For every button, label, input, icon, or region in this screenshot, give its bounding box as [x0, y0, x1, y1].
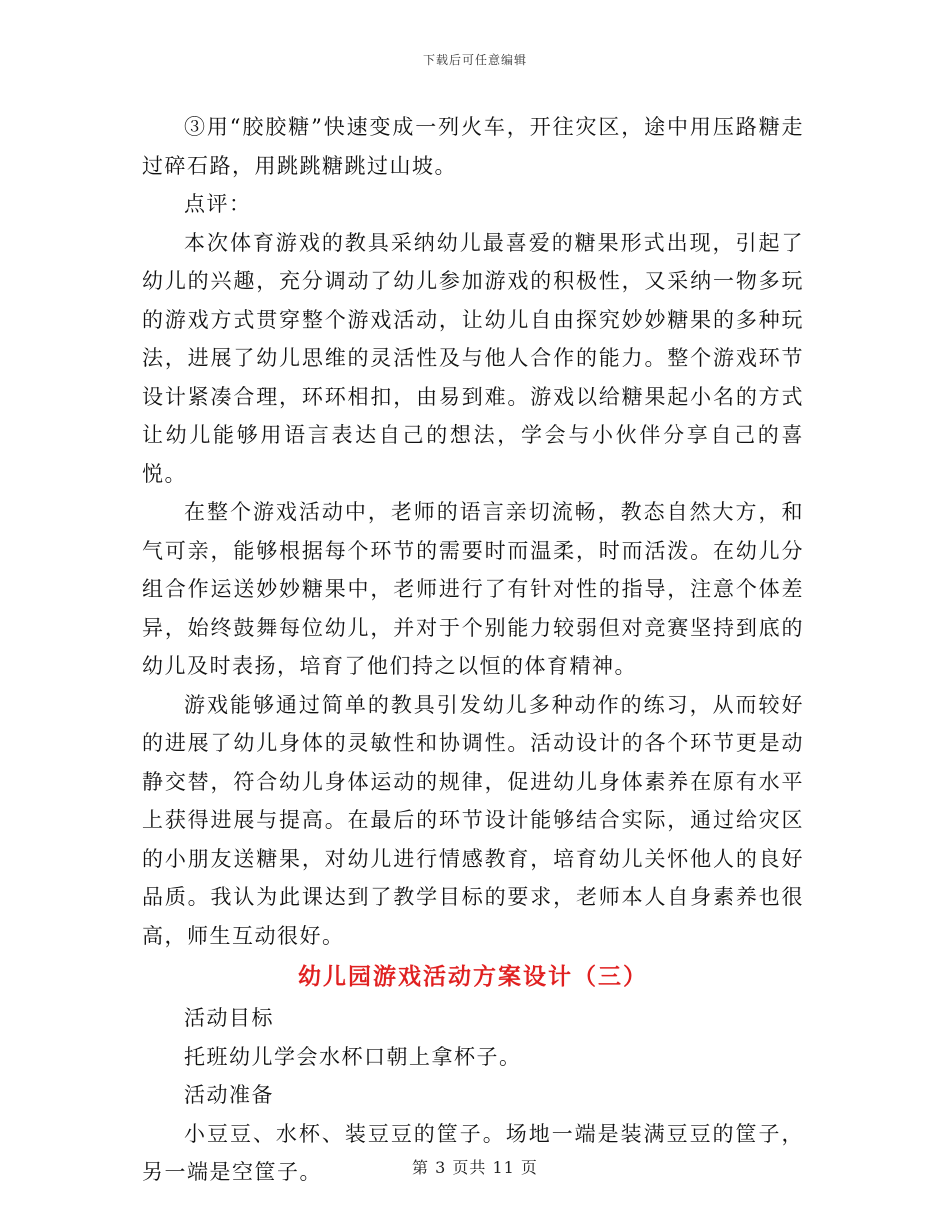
paragraph-comment-summary: 游戏能够通过简单的教具引发幼儿多种动作的练习，从而较好的进展了幼儿身体的灵敏性和协调性。活动设计的各个环节更是动静交替，符合幼儿身体运动的规律，促进幼儿身体素养在原有水平上获得进展与提高。在最后的环节设计能够结合实际，通过给灾区的小朋友送糖果，对幼儿进行情感教育，培育幼儿关怀他人的良好品质。我认为此课达到了教学目标的要求，老师本人自身素养也很高，师生互动很好。	[142, 692, 804, 948]
page-header: 下载后可任意编辑	[422, 53, 527, 67]
paragraph-preparation-label: 活动准备	[184, 1083, 274, 1107]
paragraph-objective: 托班幼儿学会水杯口朝上拿杯子。	[184, 1044, 522, 1069]
section-title: 幼儿园游戏活动方案设计（三）	[298, 964, 648, 990]
paragraph-comment-label: 点评：	[184, 192, 252, 216]
paragraph-train-game: ③用“胶胶糖”快速变成一列火车，开往灾区，途中用压路糖走过碎石路，用跳跳糖跳过山坡。	[142, 115, 804, 178]
paragraph-comment-teacher: 在整个游戏活动中，老师的语言亲切流畅，教态自然大方，和气可亲，能够根据每个环节的需要时而温柔，时而活泼。在幼儿分组合作运送妙妙糖果中，老师进行了有针对性的指导，注意个体差异，始终鼓舞每位幼儿，并对于个别能力较弱但对竞赛坚持到底的幼儿及时表扬，培育了他们持之以恒的体育精神。	[142, 500, 804, 678]
document-body	[142, 108, 804, 1192]
paragraph-preparation: 小豆豆、水杯、装豆豆的筐子。场地一端是装满豆豆的筐子，另一端是空筐子。	[142, 1121, 804, 1184]
paragraph-comment-teaching-aids: 本次体育游戏的教具采纳幼儿最喜爱的糖果形式出现，引起了幼儿的兴趣，充分调动了幼儿参加游戏的积极性，又采纳一物多玩的游戏方式贯穿整个游戏活动，让幼儿自由探究妙妙糖果的多种玩法，进展了幼儿思维的灵活性及与他人合作的能力。整个游戏环节设计紧凑合理，环环相扣，由易到难。游戏以给糖果起小名的方式让幼儿能够用语言表达自己的想法，学会与小伙伴分享自己的喜悦。	[142, 230, 804, 486]
paragraph-objective-label: 活动目标	[184, 1006, 274, 1030]
page-footer: 第 3 页共 11 页	[412, 1158, 538, 1177]
